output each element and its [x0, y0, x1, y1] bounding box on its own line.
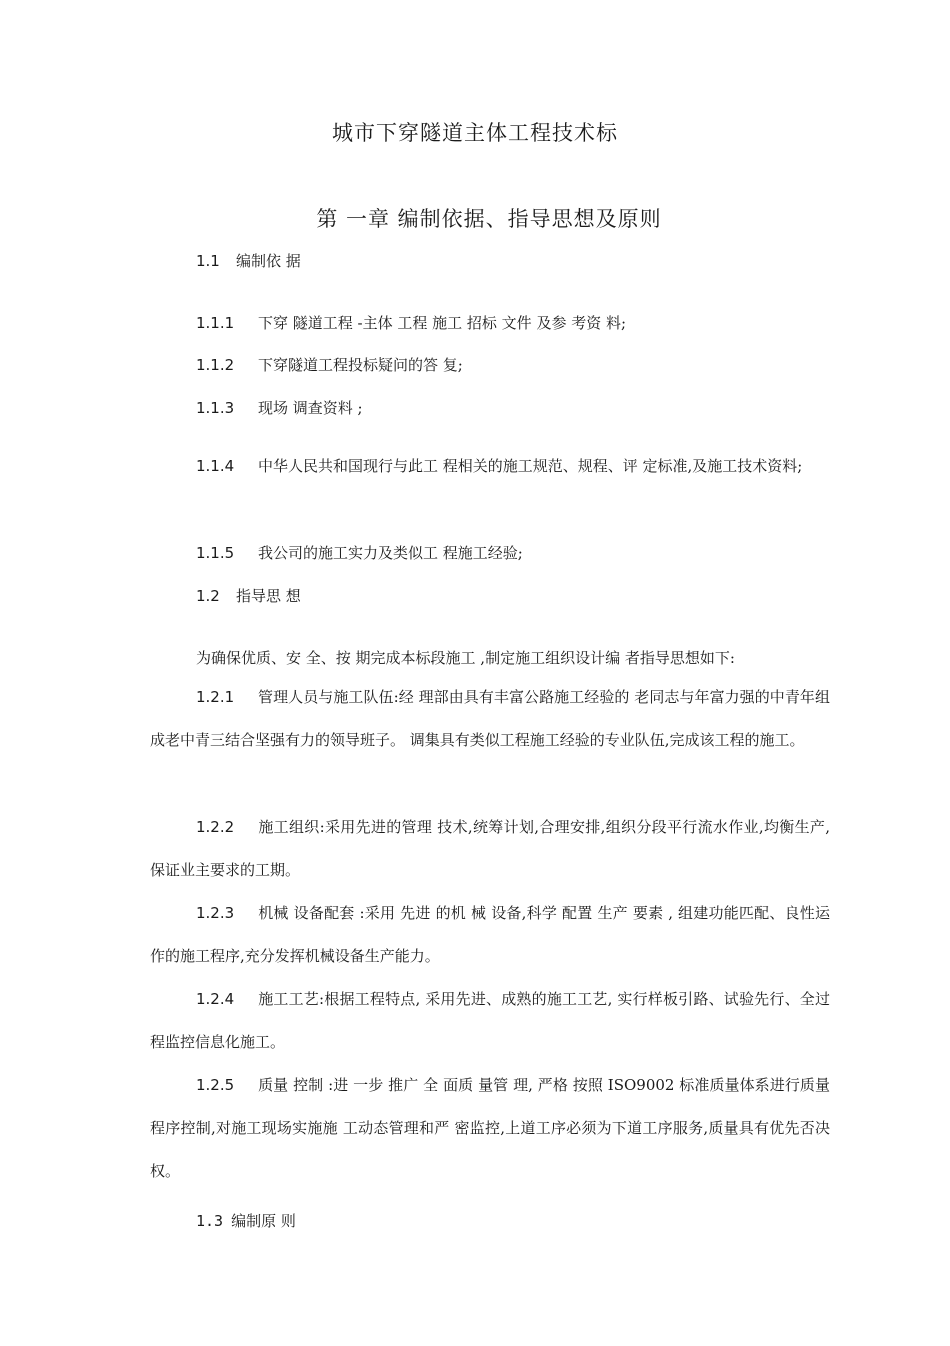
item-1-2-1 [150, 676, 830, 762]
item-1-2-2 [150, 806, 830, 892]
item-number: 1.1.2 [196, 356, 235, 374]
item-1-2-4 [150, 978, 830, 1064]
item-number: 1.1.5 [196, 544, 235, 562]
section-number: 1.2 [196, 587, 220, 605]
chapter-title: 第 一章 编制依据、指导思想及原则 [316, 207, 662, 231]
item-1-2-3 [150, 892, 830, 978]
section-number: 1.3 [196, 1212, 224, 1230]
item-number: 1.1.4 [196, 457, 235, 475]
item-1-1-5 [196, 542, 523, 563]
item-1-1-4 [150, 445, 830, 488]
section-heading: 编制依 据 [236, 252, 301, 270]
item-number: 1.2.4 [196, 990, 235, 1008]
item-1-1-2 [196, 354, 463, 375]
guiding-intro: 为确保优质、安 全、按 期完成本标段施工 ,制定施工组织设计编 者指导思想如下: [196, 649, 735, 667]
item-text: 我公司的施工实力及类似工 程施工经验; [258, 544, 523, 562]
section-1-2 [196, 585, 301, 606]
item-text: 施工组织:采用先进的管理 技术,统筹计划,合理安排,组织分段平行流水作业,均衡生产,保证业主要求的工期。 [150, 818, 830, 879]
item-number: 1.2.1 [196, 688, 235, 706]
item-text: 现场 调查资料 ; [258, 399, 363, 417]
section-heading: 编制原 则 [231, 1212, 296, 1230]
item-text: 机械 设备配套 :采用 先进 的机 械 设备,科学 配置 生产 要素 , 组建功能匹配、良性运作的施工程序,充分发挥机械设备生产能力。 [150, 904, 830, 965]
item-1-2-5 [150, 1064, 830, 1193]
section-1-3 [196, 1210, 296, 1231]
item-1-1-3 [196, 397, 363, 418]
item-text: 中华人民共和国现行与此工 程相关的施工规范、规程、评 定标准,及施工技术资料; [258, 457, 803, 475]
item-text: 下穿隧道工程投标疑问的答 复; [258, 356, 463, 374]
item-text: 质量 控制 :进 一步 推广 全 面质 量管 理, 严格 按照 ISO9002 标准质量体系进行质量程序控制,对施工现场实施施 工动态管理和严 密监控,上道工序必须为下道工序服务,质量具有优先否决权。 [150, 1076, 830, 1180]
document-title: 城市下穿隧道主体工程技术标 [332, 121, 618, 145]
item-number: 1.2.2 [196, 818, 235, 836]
item-text: 管理人员与施工队伍:经 理部由具有丰富公路施工经验的 老同志与年富力强的中青年组成老中青三结合坚强有力的领导班子。 调集具有类似工程施工经验的专业队伍,完成该工程的施工。 [150, 688, 830, 749]
item-text: 下穿 隧道工程 -主体 工程 施工 招标 文件 及参 考资 料; [258, 314, 627, 332]
item-1-1-1 [196, 312, 626, 333]
section-heading: 指导思 想 [236, 587, 301, 605]
item-number: 1.1.1 [196, 314, 235, 332]
item-text: 施工工艺:根据工程特点, 采用先进、成熟的施工工艺, 实行样板引路、试验先行、全过程监控信息化施工。 [150, 990, 830, 1051]
section-number: 1.1 [196, 252, 220, 270]
item-number: 1.2.5 [196, 1076, 235, 1094]
section-1-1 [196, 250, 301, 271]
item-number: 1.1.3 [196, 399, 235, 417]
item-number: 1.2.3 [196, 904, 235, 922]
